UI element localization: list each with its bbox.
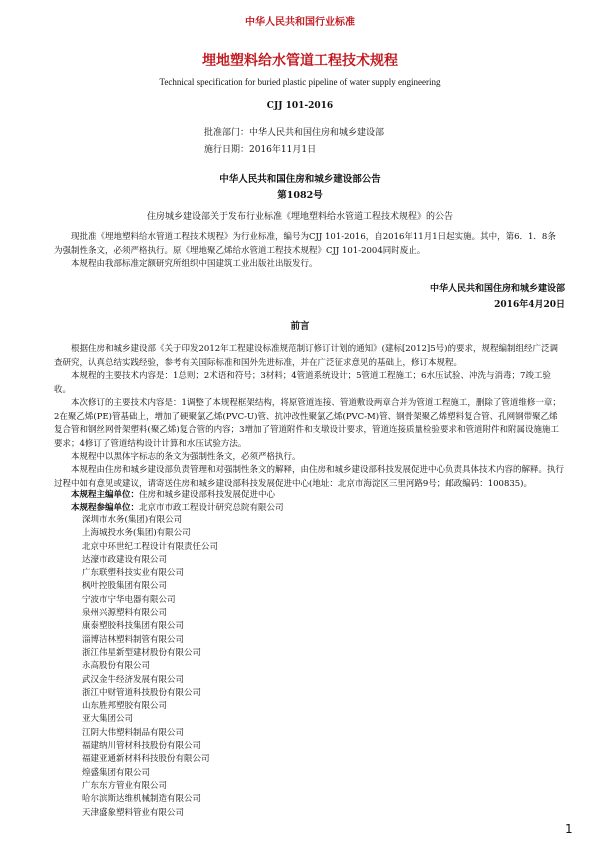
preface-heading: 前言 [290,321,310,332]
list-item: 淄博洁林塑料制管有限公司 [82,634,185,645]
standard-type-header: 中华人民共和国行业标准 [245,17,355,28]
participants-row [71,501,284,513]
announcement-signature [430,281,565,313]
list-item: 天津盛象塑料管业有限公司 [82,807,185,818]
signature-issuer: 中华人民共和国住房和城乡建设部 [429,284,565,294]
announcement-subject: 住房城乡建设部关于发布行业标准《埋地塑料给水管道工程技术规程》的公告 [146,212,453,222]
list-item: 福建亚通新材料科技股份有限公司 [82,754,210,765]
list-item: 宁波市宁华电器有限公司 [82,594,176,605]
list-item: 福建纳川管材科技股份有限公司 [82,741,202,752]
approval-block [204,125,384,159]
list-item: 深圳市水务(集团)有限公司 [82,515,183,525]
english-title: Technical specification for buried plastic pipeline of water supply engineering [159,77,441,87]
participants-list [82,514,218,820]
preface-paragraph-2: 本规程的主要技术内容是：1总则；2术语和符号；3材料；4管道系统设计；5管道工程施工；6水压试验、冲洗与消毒；7竣工验收。 [54,371,551,395]
announcement-number: 第1082号 [277,190,323,201]
list-item: 武汉金牛经济发展有限公司 [82,674,185,685]
preface-paragraph-3: 本次修订的主要技术内容是：1调整了本规程框架结构，将原管道连接、管道敷设两章合并为管道工程施工，删除了管道维修一章；2在聚乙烯(PE)管基础上，增加了硬聚氯乙烯(PVC-U)管、抗冲改性聚氯乙烯(PVC-M)管、钢骨架聚乙烯塑料复合管、孔网钢带聚乙烯复合管和钢丝网骨架塑料(聚乙烯)复合管的内容；3增加了管道附件和支墩设计要求，管道连接质量检验要求和管道附件和附属设施施工要求；4修订了管道结构设计计算和水压试验方法。 [54,398,561,449]
list-item: 浙江伟星新型建材股份有限公司 [82,647,202,658]
announcement-paragraph-2: 本规程由我部标准定额研究所组织中国建筑工业出版社出版发行。 [71,259,318,269]
document-title: 埋地塑料给水管道工程技术规程 [202,53,398,69]
list-item: 江阴大伟塑料制品有限公司 [82,727,185,738]
announcement-paragraph-1: 现批准《埋地塑料给水管道工程技术规程》为行业标准，编号为CJJ 101-2016，自2016年11月1日起实施。其中，第6．1．8条为强制性条文，必须严格执行。原《埋地聚乙烯给水管道工程技术规程》CJJ 101-2004同时废止。 [54,232,556,256]
effective-date: 施行日期：2016年11月1日 [204,145,317,155]
list-item: 永高股份有限公司 [82,661,151,672]
list-item: 哈尔滨斯达维机械制造有限公司 [82,794,202,805]
preface-paragraph-4: 本规程中以黑体字标志的条文为强制性条文，必须严格执行。 [71,452,301,462]
approval-department: 批准部门：中华人民共和国住房和城乡建设部 [204,128,385,138]
list-item: 广东东方管业有限公司 [82,780,168,791]
list-item: 煌盛集团有限公司 [82,767,151,778]
participant-first: 北京市市政工程设计研究总院有限公司 [139,503,284,513]
chief-editor-unit: 住房和城乡建设部科技发展促进中心 [139,490,276,500]
page-number: 1 [565,822,573,836]
announcement-header [0,172,600,204]
participants-label: 本规程参编单位： [71,503,140,513]
list-item: 达濠市政建设有限公司 [82,554,168,565]
list-item: 山东胜邦塑胶有限公司 [82,701,168,712]
list-item: 泉州兴源塑料有限公司 [82,608,168,619]
chief-editor-label: 本规程主编单位： [71,490,140,500]
standard-code: CJJ 101-2016 [266,101,334,111]
chief-editor-row [71,488,275,500]
signature-date: 2016年4月20日 [494,300,565,310]
list-item: 上海城投水务(集团)有限公司 [82,528,191,539]
list-item: 亚大集团公司 [82,714,134,725]
preface-paragraph-1: 根据住房和城乡建设部《关于印发2012年工程建设标准规范制订修订计划的通知》(建标[2012]5号)的要求，规程编制组经广泛调查研究，认真总结实践经验，参考有关国际标准和国外先进标准，并在广泛征求意见的基础上，修订本规程。 [54,344,558,368]
list-item: 枫叶控股集团有限公司 [82,581,168,592]
list-item: 康泰塑胶科技集团有限公司 [82,621,185,632]
announcement-issuer: 中华人民共和国住房和城乡建设部公告 [219,174,381,185]
list-item: 北京中环世纪工程设计有限责任公司 [82,541,219,552]
list-item: 浙江中财管道科技股份有限公司 [82,687,202,698]
preface-paragraph-5: 本规程由住房和城乡建设部负责管理和对强制性条文的解释，由住房和城乡建设部科技发展促进中心负责具体技术内容的解释。执行过程中如有意见或建议，请寄送住房和城乡建设部科技发展促进中心(地址：北京市海淀区三里河路9号；邮政编码：100835)。 [54,465,565,489]
list-item: 广东联塑科技实业有限公司 [82,568,185,579]
